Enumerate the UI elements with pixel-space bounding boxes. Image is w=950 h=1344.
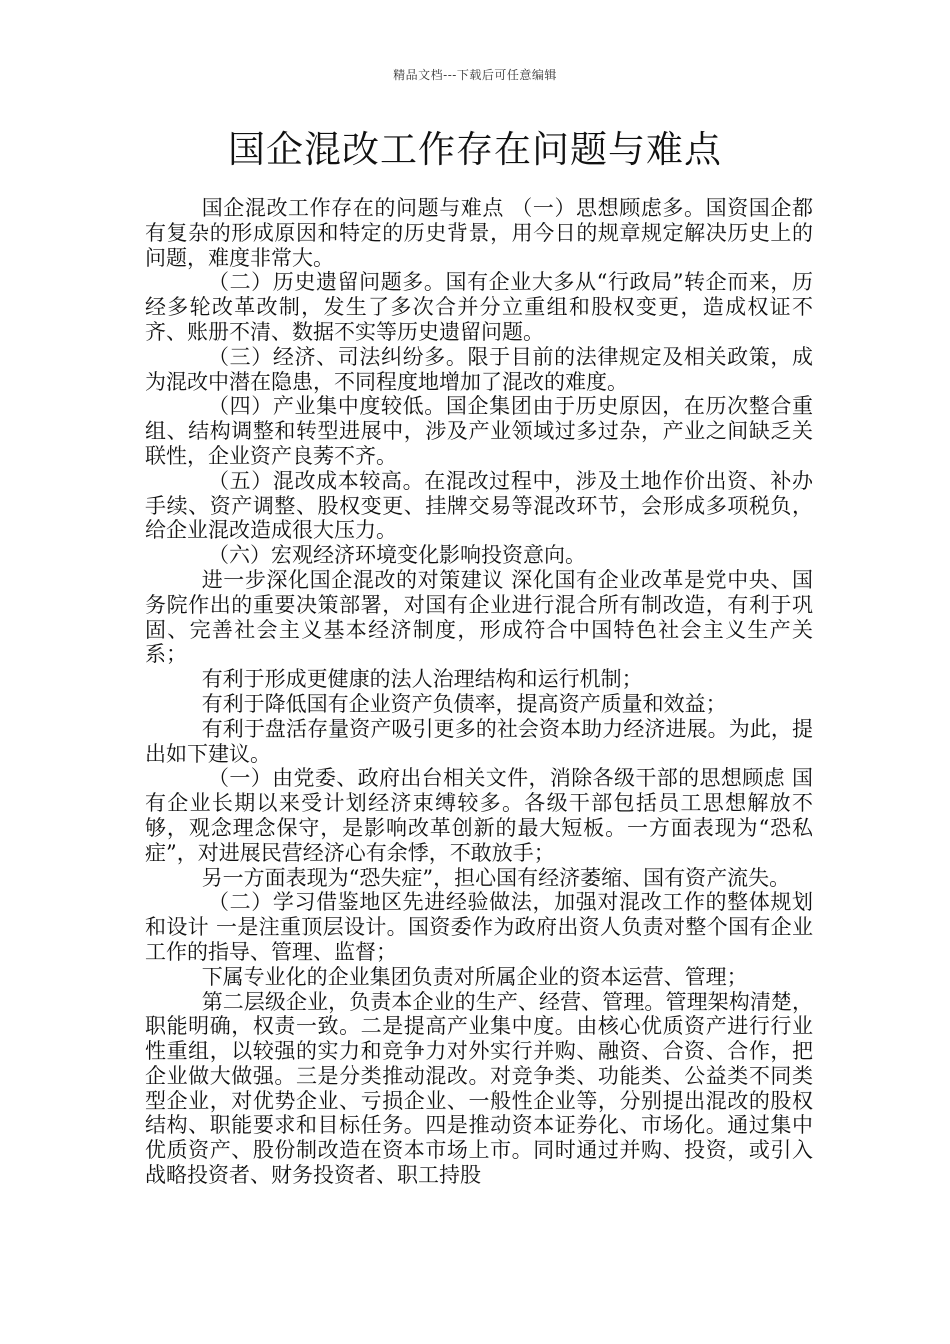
paragraph: 有利于形成更健康的法人治理结构和运行机制； bbox=[201, 667, 643, 692]
paragraph: （二）学习借鉴地区先进经验做法，加强对混改工作的整体规划和设计 一是注重顶层设计。国资委作为政府出资人负责对整个国有企业工作的指导、管理、监督； bbox=[145, 890, 813, 964]
paragraph: 进一步深化国企混改的对策建议 深化国有企业改革是党中央、国务院作出的重要决策部署，对国有企业进行混合所有制改造，有利于巩固、完善社会主义基本经济制度，形成符合中国特色社会主义生产关系； bbox=[145, 567, 813, 667]
paragraph: （一）由党委、政府出台相关文件，消除各级干部的思想顾虑 国有企业长期以来受计划经济束缚较多。各级干部包括员工思想解放不够，观念理念保守，是影响改革创新的最大短板。一方面表现为“恐私症”，对进展民营经济心有余悸，不敢放手； bbox=[145, 766, 813, 865]
paragraph: 有利于盘活存量资产吸引更多的社会资本助力经济进展。为此，提出如下建议。 bbox=[145, 716, 813, 766]
paragraph: （四）产业集中度较低。国企集团由于历史原因，在历次整合重组、结构调整和转型进展中，涉及产业领域过多过杂，产业之间缺乏关联性，企业资产良莠不齐。 bbox=[145, 394, 813, 468]
paragraph: 国企混改工作存在的问题与难点 （一）思想顾虑多。国资国企都有复杂的形成原因和特定的历史背景，用今日的规章规定解决历史上的问题，难度非常大。 bbox=[145, 196, 813, 270]
paragraph: （六）宏观经济环境变化影响投资意向。 bbox=[208, 543, 586, 568]
paragraph: （五）混改成本较高。在混改过程中，涉及土地作价出资、补办手续、资产调整、股权变更、挂牌交易等混改环节，会形成多项税负，给企业混改造成很大压力。 bbox=[145, 468, 813, 543]
document-body bbox=[145, 196, 813, 1188]
paragraph: 另一方面表现为“恐失症”，担心国有经济萎缩、国有资产流失。 bbox=[201, 865, 791, 890]
paragraph: 第二层级企业，负责本企业的生产、经营、管理。管理架构清楚，职能明确，权责一致。二是提高产业集中度。由核心优质资产进行行业性重组，以较强的实力和竞争力对外实行并购、融资、合资、合作，把企业做大做强。三是分类推动混改。对竞争类、功能类、公益类不同类型企业，对优势企业、亏损企业、一般性企业等，分别提出混改的股权结构、职能要求和目标任务。四是推动资本证券化、市场化。通过集中优质资产、股份制改造在资本市场上市。同时通过并购、投资，或引入战略投资者、财务投资者、职工持股 bbox=[145, 989, 813, 1188]
document-title: 国企混改工作存在问题与难点 bbox=[228, 128, 722, 171]
paragraph: （三）经济、司法纠纷多。限于目前的法律规定及相关政策，成为混改中潜在隐患，不同程度地增加了混改的难度。 bbox=[145, 344, 813, 394]
paragraph: 有利于降低国有企业资产负债率，提高资产质量和效益； bbox=[201, 691, 727, 716]
paragraph: （二）历史遗留问题多。国有企业大多从“行政局”转企而来，历经多轮改革改制，发生了多次合并分立重组和股权变更，造成权证不齐、账册不清、数据不实等历史遗留问题。 bbox=[145, 270, 813, 344]
header-note: 精品文档---下载后可任意编辑 bbox=[393, 68, 557, 82]
paragraph: 下属专业化的企业集团负责对所属企业的资本运营、管理； bbox=[201, 964, 748, 989]
